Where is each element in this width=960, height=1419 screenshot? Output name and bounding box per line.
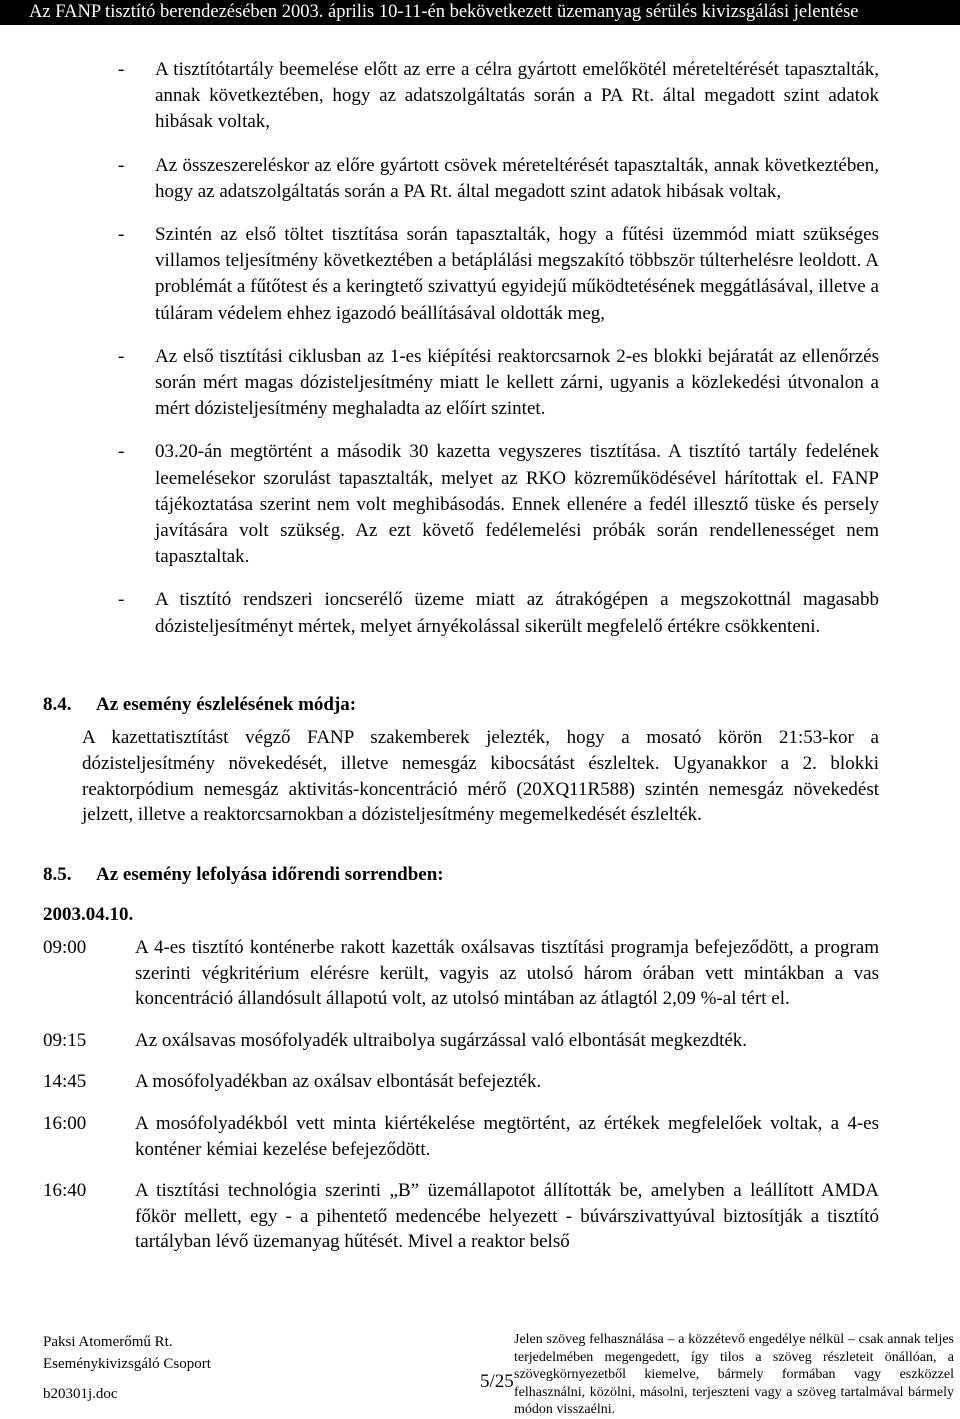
footer-company-block bbox=[43, 1331, 211, 1405]
timeline-time: 09:00 bbox=[43, 937, 87, 958]
list-item bbox=[118, 344, 879, 423]
timeline-text: A 4-es tisztító konténerbe rakott kazetták oxálsavas tisztítási programja befejeződött, a program szerinti végkritérium elérésre került, vagyis az utolsó három órában vett mintákban a vas koncentráció állandósult állapotú volt, az utolsó mintában az átlagtól 2,09 %-al tért el. bbox=[135, 937, 879, 1010]
bullet-list bbox=[118, 57, 879, 657]
section-number: 8.4. bbox=[43, 694, 72, 715]
bullet-text: Az első tisztítási ciklusban az 1-es kiépítési reaktorcsarnok 2-es blokki bejáratát az ellenőrzés során mért magas dózisteljesítmény miatt le kellett zárni, ugyanis a közlekedési útvonalon a mért dózisteljesítmény meghaladta az előírt szintet. bbox=[155, 345, 879, 420]
timeline-entry bbox=[43, 935, 879, 1012]
bullet-dash: - bbox=[118, 345, 125, 367]
bullet-dash: - bbox=[118, 589, 125, 611]
list-item bbox=[118, 587, 879, 639]
bullet-text: A tisztító rendszeri ioncserélő üzeme miatt az átrakógépen a megszokottnál magasabb dózisteljesítményt mértek, melyet árnyékolással sikerült megfelelő értékre csökkenteni. bbox=[155, 589, 879, 637]
bullet-text: A tisztítótartály beemelése előtt az erre a célra gyártott emelőkötél méreteltérését tapasztalták, annak következtében, hogy az adatszolgáltatás során a PA Rt. által megadott szint adatok hibásak voltak, bbox=[155, 59, 879, 133]
footer-notice: Jelen szöveg felhasználása – a közzétevő engedélye nélkül – csak annak teljes terjedelmében megengedett, így tilos a szöveg részleteit önállóan, a szövegkörnyezetből kiemelve, bármely formában vagy eszközzel felhasználni, közölni, másolni, terjeszteni vagy a szöveg tartalmával bármely módon visszaélni. bbox=[514, 1332, 954, 1417]
section-heading-8-4 bbox=[43, 692, 356, 718]
document-header: Az FANP tisztító berendezésében 2003. április 10-11-én bekövetkezett üzemanyag sérülés kivizsgálási jelentése bbox=[0, 0, 960, 25]
bullet-text: Az összeszereléskor az előre gyártott csövek méreteltérését tapasztalták, annak következtében, hogy az adatszolgáltatás során a PA Rt. által megadott szint adatok hibásak voltak, bbox=[155, 154, 879, 202]
timeline bbox=[43, 935, 879, 1271]
timeline-time: 16:00 bbox=[43, 1112, 87, 1134]
page-number: 5/25 bbox=[480, 1371, 514, 1392]
list-item bbox=[118, 57, 879, 136]
bullet-dash: - bbox=[118, 59, 125, 80]
footer-filename: b20301j.doc bbox=[43, 1386, 118, 1402]
section-title: Az esemény észlelésének módja: bbox=[96, 694, 357, 715]
timeline-entry bbox=[43, 1069, 879, 1095]
section-number: 8.5. bbox=[43, 864, 72, 885]
timeline-time: 16:40 bbox=[43, 1180, 87, 1202]
bullet-dash: - bbox=[118, 154, 125, 176]
bullet-text: 03.20-án megtörtént a második 30 kazetta vegyszeres tisztítása. A tisztító tartály fedelének leemelésekor szorulást tapasztalták, melyet az RKO közreműködésével hárítottak el. FANP tájékoztatása szerint nem volt meghibásodás. Ennek ellenére a fedél illesztő tüske és persely javítására volt szükség. Az ezt követő fedélemelési próbák során rendellenességet nem tapasztaltak. bbox=[155, 441, 879, 568]
bullet-text: Szintén az első töltet tisztítása során tapasztalták, hogy a fűtési üzemmód miatt szükséges villamos teljesítmény következtében a betáplálási megszakító többször túlterhelésre leoldott. A problémát a fűtőtest és a keringtető szivattyú egyidejű működtetésének meggátlásával, illetve a túláram védelem ehhez igazodó beállításával oldották meg, bbox=[155, 224, 879, 324]
timeline-entry bbox=[43, 1178, 879, 1255]
timeline-entry bbox=[43, 1111, 879, 1162]
timeline-text: A mosófolyadékból vett minta kiértékelése megtörtént, az értékek megfelelőek voltak, a 4-es konténer kémiai kezelése befejeződött. bbox=[135, 1112, 879, 1160]
footer-company: Paksi Atomerőmű Rt. bbox=[43, 1334, 173, 1350]
timeline-time: 09:15 bbox=[43, 1029, 87, 1051]
list-item bbox=[118, 222, 879, 327]
footer-group: Eseménykivizsgáló Csoport bbox=[43, 1356, 211, 1372]
timeline-time: 14:45 bbox=[43, 1071, 87, 1093]
date-heading: 2003.04.10. bbox=[43, 904, 134, 925]
list-item bbox=[118, 439, 879, 570]
timeline-text: A mosófolyadékban az oxálsav elbontását befejezték. bbox=[135, 1071, 542, 1093]
timeline-entry bbox=[43, 1028, 879, 1054]
section-heading-8-5 bbox=[43, 862, 444, 888]
timeline-text: Az oxálsavas mosófolyadék ultraibolya sugárzással való elbontását megkezdték. bbox=[135, 1029, 748, 1051]
bullet-dash: - bbox=[118, 441, 125, 463]
section-8-4-paragraph: A kazettatisztítást végző FANP szakemberek jelezték, hogy a mosató körön 21:53-kor a dózisteljesítmény növekedését, illetve nemesgáz kibocsátást észleltek. Ugyanakkor a 2. blokki reaktorpódium nemesgáz aktivitás-koncentráció mérő (20XQ11R588) szintén nemesgáz növekedést jelzett, illetve a reaktorcsarnokban a dózisteljesítmény megemelkedését észlelték. bbox=[82, 727, 879, 826]
bullet-dash: - bbox=[118, 224, 125, 246]
section-title: Az esemény lefolyása időrendi sorrendben: bbox=[96, 864, 444, 885]
list-item bbox=[118, 153, 879, 205]
timeline-text: A tisztítási technológia szerinti „B” üzemállapotot állították be, amelyben a leállított AMDA főkör mellett, egy - a pihentető medencébe helyezett - búvárszivattyúval biztosítják a tisztító tartályban lévő üzemanyag hűtését. Mivel a reaktor belső bbox=[135, 1180, 879, 1253]
